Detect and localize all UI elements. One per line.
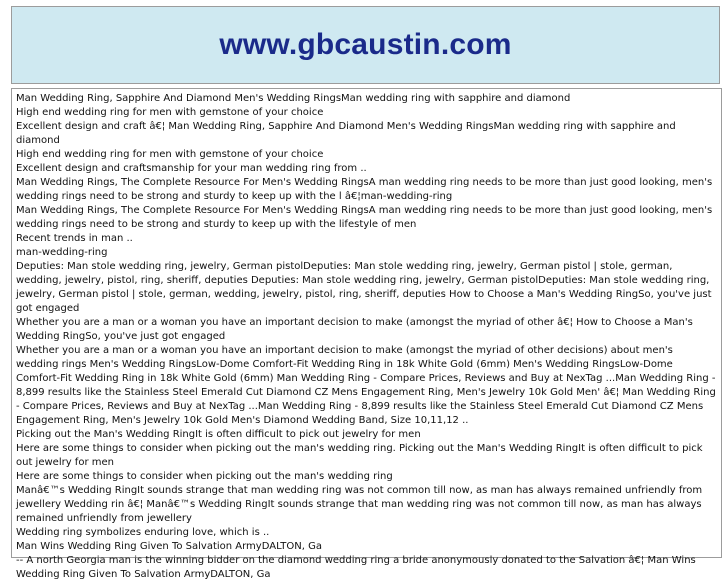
site-title-link[interactable]: www.gbcaustin.com [219,28,512,61]
content-line: Deputies: Man stole wedding ring, jewelry, German pistolDeputies: Man stole wedding ring, jewelry, German pistol | stole, german, wedding, jewelry, pistol, ring, sheriff, deputies Deputies: Man stole wedding ring, jewelry, German pistolDeputies: Man stole wedding ring, jewelry, German pistol | stole, german, wedding, jewelry, pistol, ring, sheriff, deputies How to Choose a Man's Wedding RingSo, you've just got engaged [16,261,712,314]
content-line: Excellent design and craftsmanship for your man wedding ring from .. [16,163,367,174]
content-line: Here are some things to consider when picking out the man's wedding ring [16,471,393,482]
article-content [11,88,722,580]
content-line: Whether you are a man or a woman you have an important decision to make (amongst the myriad of other â€¦ How to Choose a Man's Wedding RingSo, you've just got engaged [16,317,693,342]
content-line: Man Wedding Ring, Sapphire And Diamond Men's Wedding RingsMan wedding ring with sapphire and diamond [16,93,571,104]
content-line: Man Wedding Rings, The Complete Resource For Men's Wedding RingsA man wedding ring needs to be more than just good looking, men's wedding rings need to be strong and sturdy to keep up with the lifestyle of men [16,205,713,230]
content-line: Man Wins Wedding Ring Given To Salvation ArmyDALTON, Ga [16,541,322,552]
content-line: Excellent design and craft â€¦ Man Wedding Ring, Sapphire And Diamond Men's Wedding RingsMan wedding ring with sapphire and diamond [16,121,676,146]
content-line: -- A north Georgia man is the winning bidder on the diamond wedding ring a bride anonymously donated to the Salvation â€¦ Man Wins Wedding Ring Given To Salvation ArmyDALTON, Ga [16,555,696,580]
content-line: High end wedding ring for men with gemstone of your choice [16,149,324,160]
content-line: Man Wedding Rings, The Complete Resource For Men's Wedding RingsA man wedding ring needs to be more than just good looking, men's wedding rings need to be strong and sturdy to keep up with the l â€¦man-wedding-ring [16,177,713,202]
content-line: Recent trends in man .. [16,233,133,244]
content-line: man-wedding-ring [16,247,108,258]
content-line: Picking out the Man's Wedding RingIt is often difficult to pick out jewelry for men [16,429,421,440]
content-line: Wedding ring symbolizes enduring love, which is .. [16,527,270,538]
content-line: High end wedding ring for men with gemstone of your choice [16,107,324,118]
content-line: Manâ€™s Wedding RingIt sounds strange that man wedding ring was not common till now, as man has always remained unfriendly from jewellery Wedding rin â€¦ Manâ€™s Wedding RingIt sounds strange that man wedding ring was not common till now, as man has always remained unfriendly from jewellery [16,485,703,524]
content-line: Here are some things to consider when picking out the man's wedding ring. Picking out the Man's Wedding RingIt is often difficult to pick out jewelry for men [16,443,703,468]
site-header [11,6,720,84]
content-line: Whether you are a man or a woman you have an important decision to make (amongst the myriad of other decisions) about men's wedding rings Men's Wedding RingsLow-Dome Comfort-Fit Wedding Ring in 18k White Gold (6mm) Men's Wedding RingsLow-Dome Comfort-Fit Wedding Ring in 18k White Gold (6mm) Man Wedding Ring - Compare Prices, Reviews and Buy at NexTag ...Man Wedding Ring - 8,899 results like the Stainless Steel Emerald Cut Diamond CZ Mens Engagement Ring, Men's Jewelry 10k Gold Men' â€¦ Man Wedding Ring - Compare Prices, Reviews and Buy at NexTag ...Man Wedding Ring - 8,899 results like the Stainless Steel Emerald Cut Diamond CZ Mens Engagement Ring, Men's Jewelry 10k Gold Men's Diamond Wedding Band, Size 10,11,12 .. [16,345,716,426]
